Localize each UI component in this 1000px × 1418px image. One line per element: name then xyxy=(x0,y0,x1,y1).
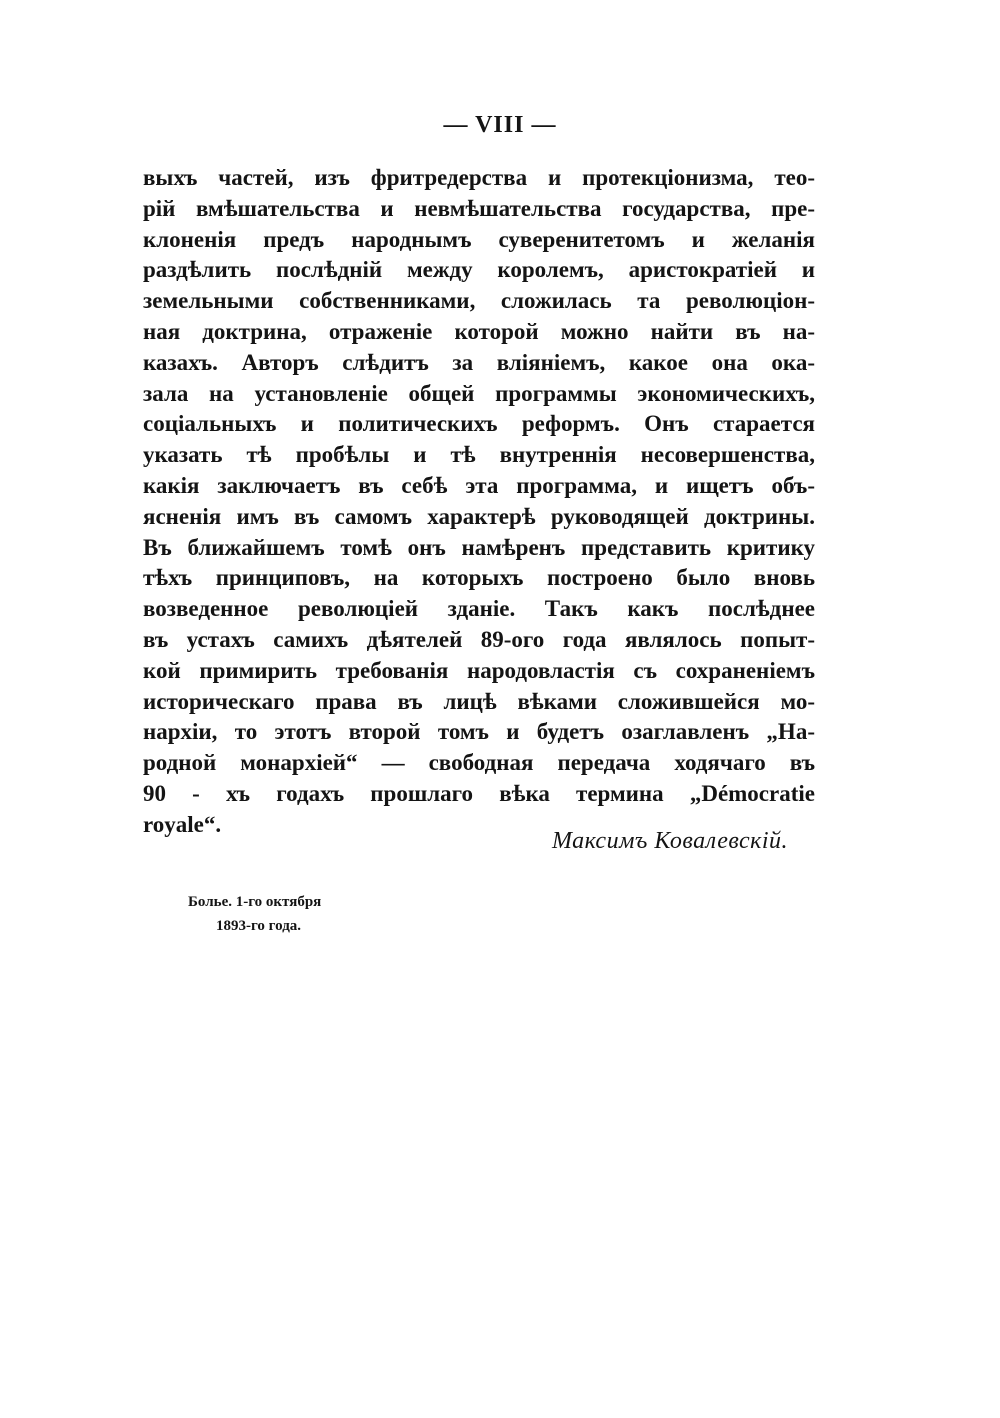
author-signature: Максимъ Ковалевскій. xyxy=(551,828,788,854)
text-line: клоненія предъ народнымъ суверенитетомъ и желанія xyxy=(143,226,815,252)
text-line: казахъ. Авторъ слѣдитъ за вліяніемъ, какое она ока- xyxy=(143,349,815,375)
text-line: указать тѣ пробѣлы и тѣ внутреннія несовершенства, xyxy=(143,442,815,468)
page-number: — VIII — xyxy=(443,112,557,138)
text-line: тѣхъ принциповъ, на которыхъ построено было вновь xyxy=(143,565,815,591)
text-line: родной монархіей“ — свободная передача ходячаго въ xyxy=(143,750,815,776)
text-line: историческаго права въ лицѣ вѣками сложившейся мо- xyxy=(143,688,815,714)
text-line: Въ ближайшемъ томѣ онъ намѣренъ представить критику xyxy=(143,534,815,560)
dateline-place-date: Болье. 1-го октября xyxy=(188,894,322,910)
text-line: нархіи, то этотъ второй томъ и будетъ озаглавленъ „На- xyxy=(143,719,815,745)
text-line: какія заключаетъ въ себѣ эта программа, и ищетъ объ- xyxy=(143,472,815,498)
text-line: выхъ частей, изъ фритредерства и протекціонизма, тео- xyxy=(143,165,815,190)
text-line: земельными собственниками, сложилась та революціон- xyxy=(143,288,815,314)
text-line: 90 - хъ годахъ прошлаго вѣка термина „Démocratie xyxy=(143,780,815,806)
text-line: раздѣлить послѣдній между королемъ, аристократіей и xyxy=(143,257,815,283)
text-line: зала на установленіе общей программы экономическихъ, xyxy=(143,380,815,406)
text-line: royale“. xyxy=(143,811,222,837)
text-line: кой примирить требованія народовластія съ сохраненіемъ xyxy=(143,657,815,683)
text-line: въ устахъ самихъ дѣятелей 89-ого года являлось попыт- xyxy=(143,626,815,652)
body-paragraph xyxy=(143,163,815,841)
text-line: рій вмѣшательства и невмѣшательства государства, пре- xyxy=(143,195,815,221)
dateline-year: 1893-го года. xyxy=(216,918,302,934)
text-line: возведенное революціей зданіе. Такъ какъ послѣднее xyxy=(143,596,815,622)
text-line: соціальныхъ и политическихъ реформъ. Онъ старается xyxy=(143,411,815,437)
dateline xyxy=(188,890,321,938)
text-line: ная доктрина, отраженіе которой можно найти въ на- xyxy=(143,318,815,344)
text-line: ясненія имъ въ самомъ характерѣ руководящей доктрины. xyxy=(143,503,815,529)
